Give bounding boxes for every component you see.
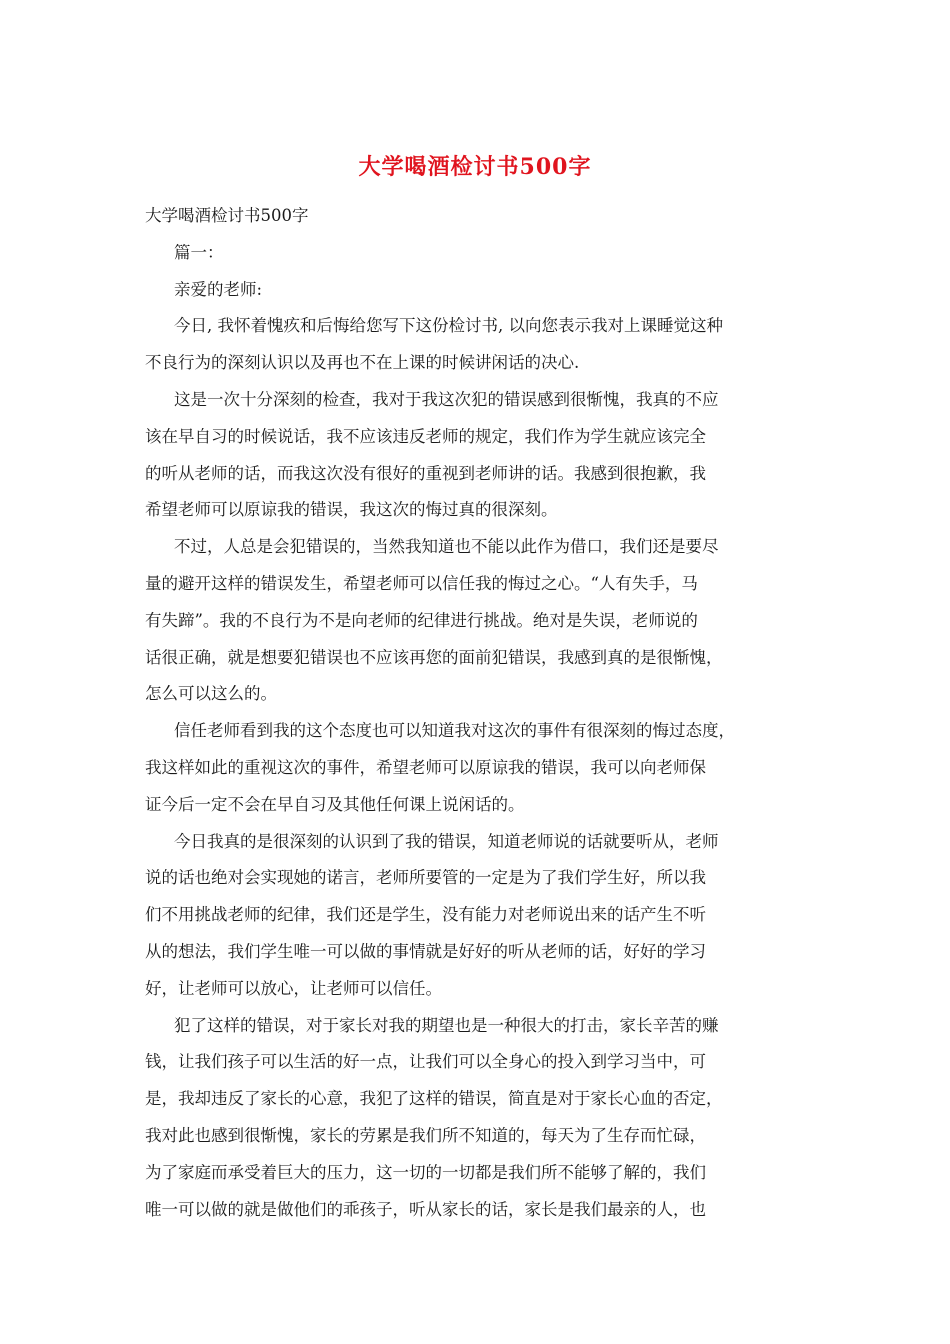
paragraph-6: [145, 1008, 825, 1229]
paragraph-line: 怎么可以这么的。: [145, 684, 277, 704]
paragraph-line: 话很正确，就是想要犯错误也不应该再您的面前犯错误，我感到真的是很惭愧，: [145, 647, 723, 667]
paragraph-line: 犯了这样的错误，对于家长对我的期望也是一种很大的打击，家长辛苦的赚: [174, 1015, 719, 1035]
paragraph-line: 不良行为的深刻认识以及再也不在上课的时候讲闲话的决心.: [145, 353, 580, 373]
paragraph-line: 们不用挑战老师的纪律，我们还是学生，没有能力对老师说出来的话产生不听: [145, 905, 706, 925]
document-subtitle: 大学喝酒检讨书500字: [145, 206, 309, 225]
paragraph-line: 我这样如此的重视这次的事件，希望老师可以原谅我的错误，我可以向老师保: [145, 757, 706, 777]
paragraph-line: 今日我真的是很深刻的认识到了我的错误，知道老师说的话就要听从，老师: [174, 831, 719, 851]
paragraph-line: 量的避开这样的错误发生，希望老师可以信任我的悔过之心。“人有失手，马: [145, 573, 698, 593]
document-body: [145, 198, 825, 1228]
paragraph-line: 唯一可以做的就是做他们的乖孩子，听从家长的话，家长是我们最亲的人，也: [145, 1199, 706, 1219]
paragraph-2: [145, 382, 825, 529]
salutation: 亲爱的老师:: [174, 279, 263, 299]
paragraph-3: [145, 529, 825, 713]
paragraph-line: 希望老师可以原谅我的错误，我这次的悔过真的很深刻。: [145, 500, 558, 520]
document-title: 大学喝酒检讨书500字: [358, 154, 592, 180]
paragraph-line: 好，让老师可以放心，让老师可以信任。: [145, 978, 442, 998]
paragraph-line: 从的想法，我们学生唯一可以做的事情就是好好的听从老师的话，好好的学习: [145, 941, 706, 961]
paragraph-4: [145, 713, 825, 823]
paragraph-1: [145, 308, 825, 382]
paragraph-5: [145, 824, 825, 1008]
paragraph-line: 为了家庭而承受着巨大的压力，这一切的一切都是我们所不能够了解的，我们: [145, 1162, 706, 1182]
paragraph-line: 有失蹄”。我的不良行为不是向老师的纪律进行挑战。绝对是失误，老师说的: [145, 610, 698, 630]
paragraph-line: 我对此也感到很惭愧，家长的劳累是我们所不知道的，每天为了生存而忙碌，: [145, 1125, 706, 1145]
paragraph-line: 是，我却违反了家长的心意，我犯了这样的错误，简直是对于家长心血的否定，: [145, 1089, 723, 1109]
paragraph-line: 该在早自习的时候说话，我不应该违反老师的规定，我们作为学生就应该完全: [145, 426, 706, 446]
paragraph-line: 说的话也绝对会实现她的诺言，老师所要管的一定是为了我们学生好，所以我: [145, 868, 706, 888]
paragraph-line: 的听从老师的话，而我这次没有很好的重视到老师讲的话。我感到很抱歉，我: [145, 463, 706, 483]
paragraph-line: 今日, 我怀着愧疚和后悔给您写下这份检讨书, 以向您表示我对上课睡觉这种: [174, 316, 723, 336]
paragraph-line: 信任老师看到我的这个态度也可以知道我对这次的事件有很深刻的悔过态度，: [174, 721, 735, 741]
paragraph-line: 钱，让我们孩子可以生活的好一点，让我们可以全身心的投入到学习当中，可: [145, 1052, 706, 1072]
paragraph-line: 不过，人总是会犯错误的，当然我知道也不能以此作为借口，我们还是要尽: [174, 537, 719, 557]
chapter-heading: 篇一：: [174, 242, 224, 262]
paragraph-line: 这是一次十分深刻的检查，我对于我这次犯的错误感到很惭愧，我真的不应: [174, 389, 719, 409]
paragraph-line: 证今后一定不会在早自习及其他任何课上说闲话的。: [145, 794, 525, 814]
